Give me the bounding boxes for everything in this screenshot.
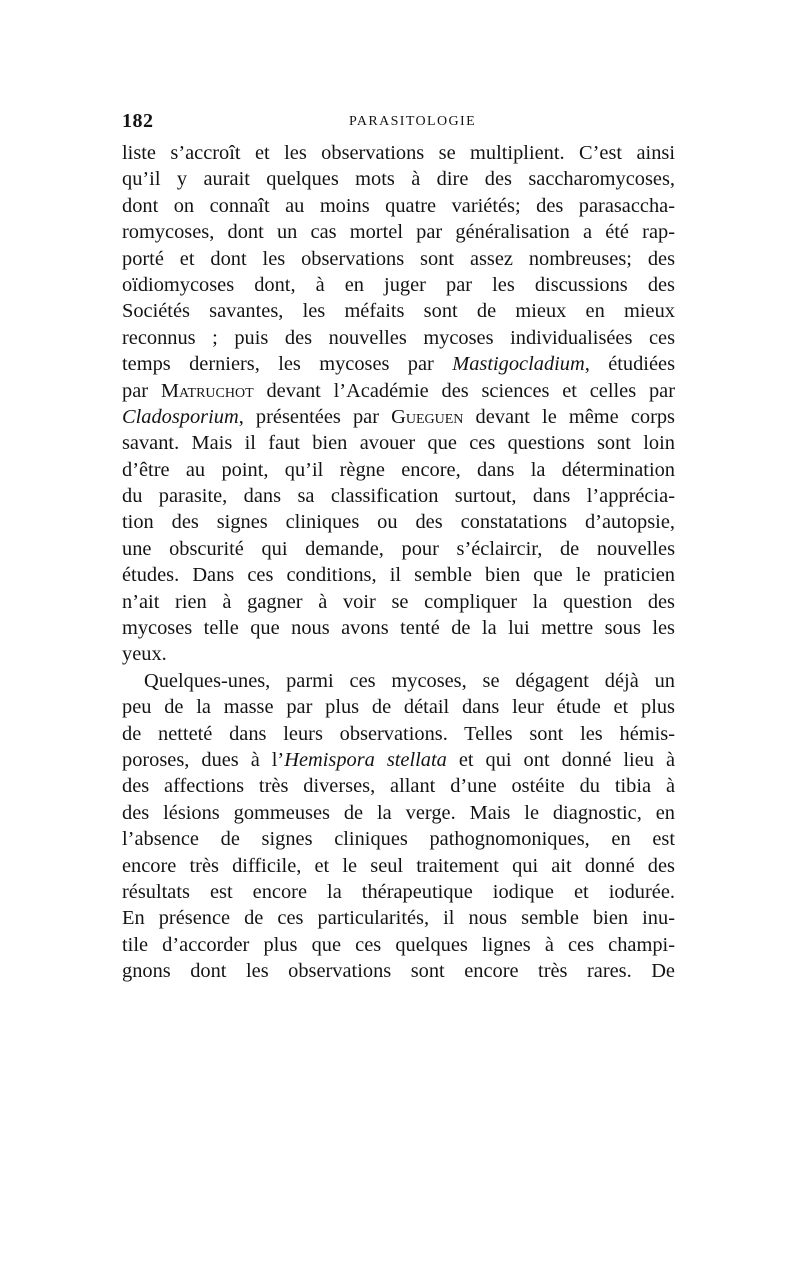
text-line: du parasite, dans sa classification surtout, dans l’apprécia- xyxy=(122,485,675,508)
text-line: d’être au point, qu’il règne encore, dans la détermination xyxy=(122,458,675,481)
page-header xyxy=(122,110,675,140)
text-line: des lésions gommeuses de la verge. Mais le diagnostic, en xyxy=(122,801,675,824)
text-line: Quelques-unes, parmi ces mycoses, se dégagent déjà un xyxy=(144,669,675,692)
text-line: par Matruchot devant l’Académie des sciences et celles par xyxy=(122,379,675,402)
text-line: n’ait rien à gagner à voir se compliquer la question des xyxy=(122,590,675,613)
text-line: yeux. xyxy=(122,643,167,666)
text-line: poroses, dues à l’Hemispora stellata et qui ont donné lieu à xyxy=(122,748,675,771)
text-line: l’absence de signes cliniques pathognomoniques, en est xyxy=(122,828,675,851)
text-line: tile d’accorder plus que ces quelques lignes à ces champi- xyxy=(122,933,675,956)
text-line: gnons dont les observations sont encore très rares. De xyxy=(122,960,675,983)
text-line: savant. Mais il faut bien avouer que ces questions sont loin xyxy=(122,432,675,455)
styled-term: Matruchot xyxy=(160,379,254,402)
text-line: de netteté dans leurs observations. Telles sont les hémis- xyxy=(122,722,675,745)
paragraph-1 xyxy=(122,140,675,668)
styled-term: Mastigocladium xyxy=(452,353,585,376)
text-line: Cladosporium, présentées par Gueguen devant le même corps xyxy=(122,405,675,428)
text-line: tion des signes cliniques ou des constatations d’autopsie, xyxy=(122,511,675,534)
running-head: PARASITOLOGIE xyxy=(348,114,477,129)
text-line: romycoses, dont un cas mortel par généralisation a été rap- xyxy=(122,221,675,244)
text-line: En présence de ces particularités, il nous semble bien inu- xyxy=(122,907,675,930)
paragraph-2 xyxy=(122,668,675,985)
text-line: reconnus ; puis des nouvelles mycoses individualisées ces xyxy=(122,326,675,349)
text-line: porté et dont les observations sont assez nombreuses; des xyxy=(122,247,675,270)
text-line: études. Dans ces conditions, il semble bien que le praticien xyxy=(122,564,675,587)
page-number: 182 xyxy=(122,110,154,132)
text-line: peu de la masse par plus de détail dans leur étude et plus xyxy=(122,696,675,719)
text-line: liste s’accroît et les observations se multiplient. C’est ainsi xyxy=(122,142,675,164)
text-line: résultats est encore la thérapeutique iodique et iodurée. xyxy=(122,880,675,903)
text-line: mycoses telle que nous avons tenté de la lui mettre sous les xyxy=(122,617,675,640)
text-line: des affections très diverses, allant d’une ostéite du tibia à xyxy=(122,775,675,798)
styled-term: Hemispora stellata xyxy=(284,748,447,771)
styled-term: Cladosporium xyxy=(122,405,239,428)
text-line: dont on connaît au moins quatre variétés; des parasaccha- xyxy=(122,194,675,217)
book-page xyxy=(122,110,675,985)
text-line: temps derniers, les mycoses par Mastigocladium, étudiées xyxy=(122,353,675,376)
text-line: Sociétés savantes, les méfaits sont de mieux en mieux xyxy=(122,300,675,323)
text-line: qu’il y aurait quelques mots à dire des saccharomycoses, xyxy=(122,168,675,191)
styled-term: Gueguen xyxy=(391,405,464,428)
text-line: une obscurité qui demande, pour s’éclaircir, de nouvelles xyxy=(122,537,675,560)
text-line: oïdiomycoses dont, à en juger par les discussions des xyxy=(122,273,675,296)
text-line: encore très difficile, et le seul traitement qui ait donné des xyxy=(122,854,675,877)
